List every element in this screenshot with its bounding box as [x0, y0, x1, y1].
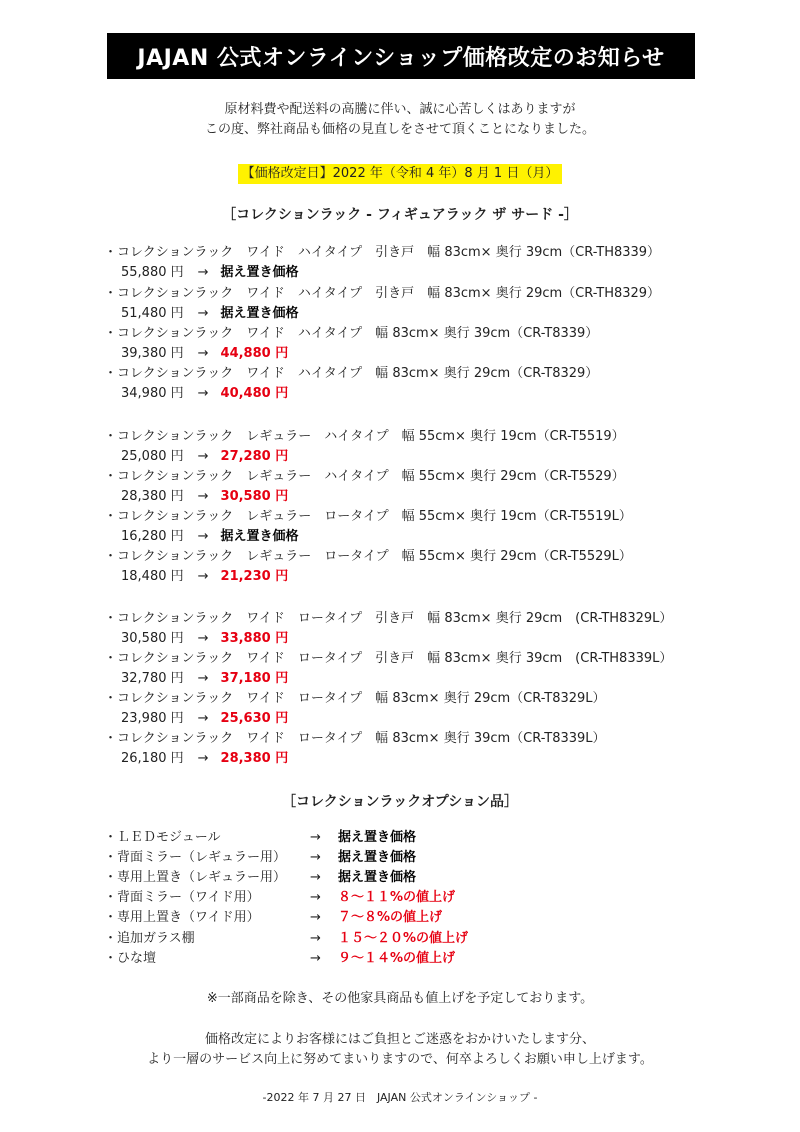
item-name: ・コレクションラック ワイド ハイタイプ 幅 83cm× 奥行 29cm（CR-T8329）: [104, 366, 599, 381]
new-price: 44,880 円: [220, 346, 289, 361]
closing-line-1: 価格改定によりお客様にはご負担とご迷惑をおかけいたします分、: [204, 1032, 595, 1047]
price-line: [121, 264, 299, 282]
old-price: 18,480 円: [121, 569, 184, 584]
option-name: ・専用上置き（レギュラー用）: [104, 870, 287, 885]
new-price: 28,380 円: [220, 751, 289, 766]
new-price: 25,630 円: [220, 711, 289, 726]
intro-line-2: この度、弊社商品も価格の見直しをさせて頂くことになりました。: [204, 122, 595, 137]
section-title-options: ［コレクションラックオプション品］: [282, 794, 518, 810]
new-price: 据え置き価格: [220, 265, 299, 280]
option-price-change: 据え置き価格: [338, 850, 417, 865]
price-line: [121, 630, 288, 648]
old-price: 28,380 円: [121, 489, 184, 504]
price-line: [121, 345, 288, 363]
option-price-change: 据え置き価格: [338, 870, 417, 885]
old-price: 51,480 円: [121, 306, 184, 321]
arrow-icon: →: [197, 306, 209, 321]
item-name: ・コレクションラック ワイド ロータイプ 引き戸 幅 83cm× 奥行 39cm (CR-TH8339L）: [104, 651, 673, 666]
item-name: ・コレクションラック レギュラー ロータイプ 幅 55cm× 奥行 19cm（CR-T5519L）: [104, 509, 632, 524]
price-line: [121, 670, 288, 688]
note-text: ※一部商品を除き、その他家具商品も値上げを予定しております。: [206, 991, 594, 1006]
page-title: JAJAN 公式オンラインショップ価格改定のお知らせ: [107, 33, 695, 79]
option-price-change: ７～８%の値上げ: [338, 910, 443, 925]
old-price: 25,080 円: [121, 449, 184, 464]
arrow-icon: →: [197, 751, 209, 766]
new-price: 30,580 円: [220, 489, 289, 504]
old-price: 30,580 円: [121, 631, 184, 646]
price-line: [121, 568, 288, 586]
arrow-icon: →: [197, 386, 209, 401]
old-price: 32,780 円: [121, 671, 184, 686]
item-name: ・コレクションラック ワイド ロータイプ 幅 83cm× 奥行 29cm（CR-T8329L）: [104, 691, 606, 706]
revision-date: 【価格改定日】2022 年（令和 4 年）8 月 1 日（月）: [238, 164, 563, 184]
old-price: 16,280 円: [121, 529, 184, 544]
price-line: [121, 710, 288, 728]
arrow-icon: →: [310, 951, 321, 966]
item-name: ・コレクションラック レギュラー ハイタイプ 幅 55cm× 奥行 29cm（CR-T5529）: [104, 469, 625, 484]
option-name: ・専用上置き（ワイド用）: [104, 910, 260, 925]
arrow-icon: →: [310, 890, 321, 905]
new-price: 21,230 円: [220, 569, 289, 584]
new-price: 据え置き価格: [220, 306, 299, 321]
new-price: 40,480 円: [220, 386, 289, 401]
arrow-icon: →: [197, 346, 209, 361]
option-price-change: ９～１４%の値上げ: [338, 951, 456, 966]
price-line: [121, 448, 288, 466]
arrow-icon: →: [310, 910, 321, 925]
arrow-icon: →: [197, 449, 209, 464]
old-price: 26,180 円: [121, 751, 184, 766]
arrow-icon: →: [310, 931, 321, 946]
item-name: ・コレクションラック レギュラー ハイタイプ 幅 55cm× 奥行 19cm（CR-T5519）: [104, 429, 625, 444]
option-name: ・ひな壇: [104, 951, 157, 966]
new-price: 37,180 円: [220, 671, 289, 686]
option-name: ・背面ミラー（レギュラー用）: [104, 850, 287, 865]
new-price: 27,280 円: [220, 449, 289, 464]
arrow-icon: →: [197, 529, 209, 544]
revision-date-row: [0, 162, 800, 184]
arrow-icon: →: [310, 830, 321, 845]
old-price: 55,880 円: [121, 265, 184, 280]
price-line: [121, 750, 288, 768]
new-price: 据え置き価格: [220, 529, 299, 544]
item-name: ・コレクションラック ワイド ロータイプ 幅 83cm× 奥行 39cm（CR-T8339L）: [104, 731, 606, 746]
arrow-icon: →: [197, 631, 209, 646]
old-price: 39,380 円: [121, 346, 184, 361]
item-name: ・コレクションラック ワイド ハイタイプ 幅 83cm× 奥行 39cm（CR-T8339）: [104, 326, 599, 341]
old-price: 34,980 円: [121, 386, 184, 401]
new-price: 33,880 円: [220, 631, 289, 646]
option-name: ・追加ガラス棚: [104, 931, 195, 946]
arrow-icon: →: [197, 489, 209, 504]
price-line: [121, 385, 288, 403]
item-name: ・コレクションラック ワイド ロータイプ 引き戸 幅 83cm× 奥行 29cm (CR-TH8329L）: [104, 611, 673, 626]
old-price: 23,980 円: [121, 711, 184, 726]
price-line: [121, 488, 288, 506]
section-title-racks: ［コレクションラック - フィギュアラック ザ サード -］: [222, 207, 578, 223]
price-line: [121, 305, 299, 323]
arrow-icon: →: [310, 870, 321, 885]
option-name: ・背面ミラー（ワイド用）: [104, 890, 260, 905]
arrow-icon: →: [197, 671, 209, 686]
item-name: ・コレクションラック ワイド ハイタイプ 引き戸 幅 83cm× 奥行 29cm（CR-TH8329）: [104, 286, 661, 301]
option-price-change: ８～１１%の値上げ: [338, 890, 456, 905]
price-line: [121, 528, 299, 546]
arrow-icon: →: [197, 711, 209, 726]
footer-text: -2022 年 7 月 27 日 JAJAN 公式オンラインショップ -: [262, 1091, 538, 1104]
arrow-icon: →: [310, 850, 321, 865]
arrow-icon: →: [197, 265, 209, 280]
arrow-icon: →: [197, 569, 209, 584]
option-price-change: １５～２０%の値上げ: [338, 931, 469, 946]
intro-line-1: 原材料費や配送料の高騰に伴い、誠に心苦しくはありますが: [224, 102, 576, 117]
item-name: ・コレクションラック ワイド ハイタイプ 引き戸 幅 83cm× 奥行 39cm（CR-TH8339）: [104, 245, 661, 260]
closing-line-2: より一層のサービス向上に努めてまいりますので、何卒よろしくお願い申し上げます。: [147, 1052, 653, 1067]
option-price-change: 据え置き価格: [338, 830, 417, 845]
item-name: ・コレクションラック レギュラー ロータイプ 幅 55cm× 奥行 29cm（CR-T5529L）: [104, 549, 632, 564]
option-name: ・ＬＥＤモジュール: [104, 830, 221, 845]
